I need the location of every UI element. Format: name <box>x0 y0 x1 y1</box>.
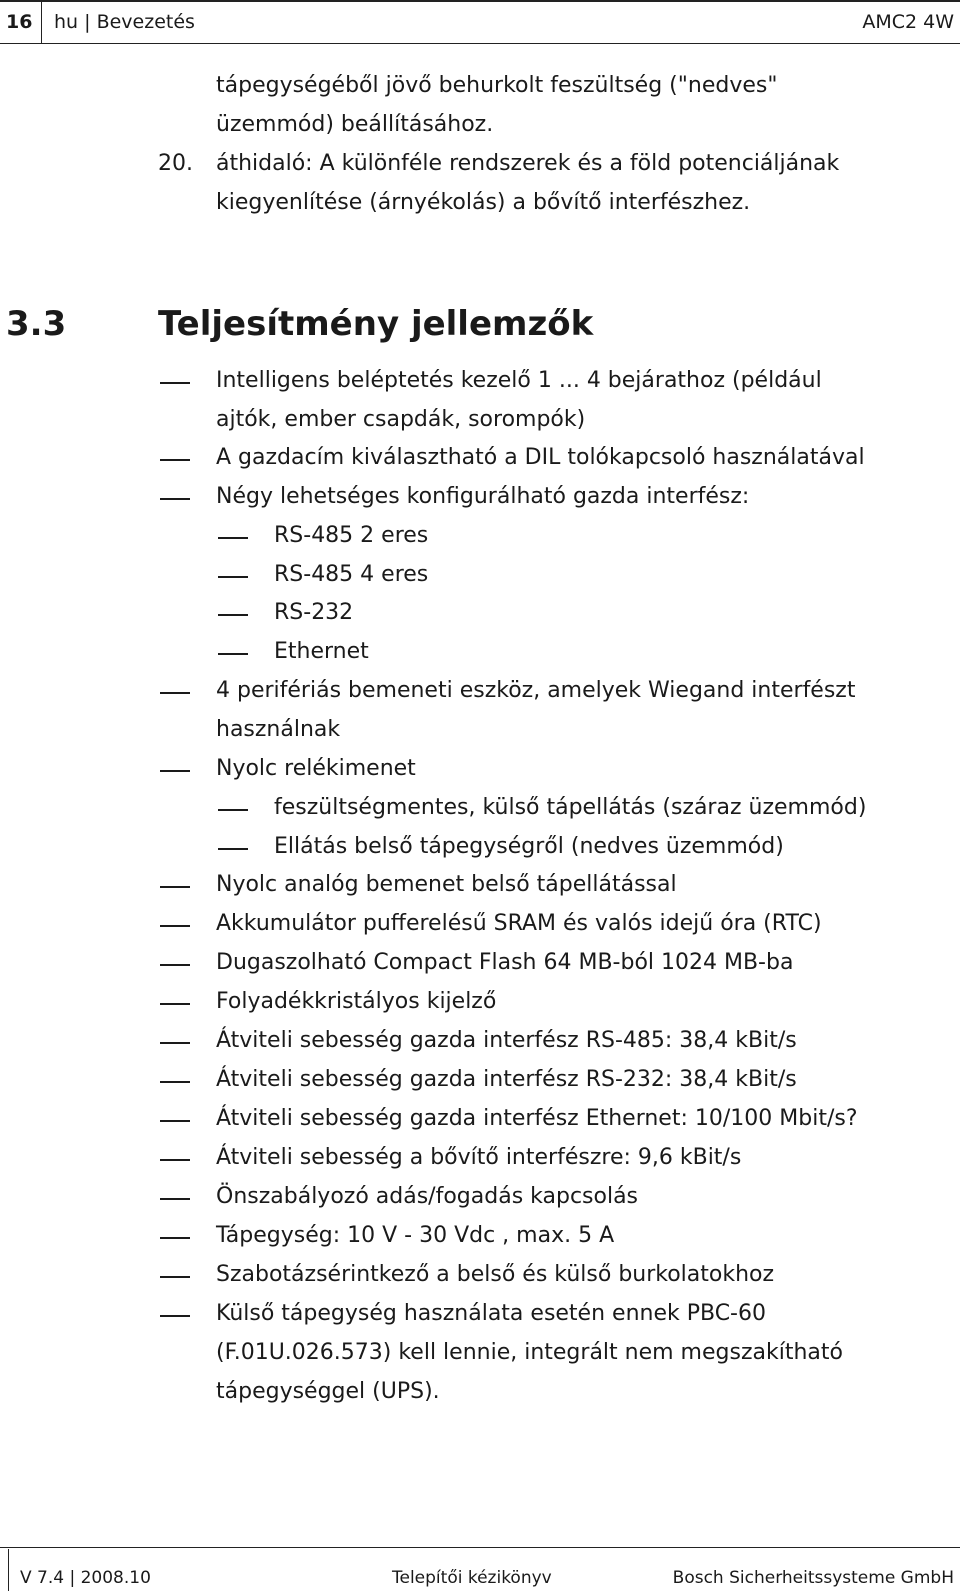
bullet-dash <box>160 1081 190 1083</box>
bullet-dash <box>160 1237 190 1239</box>
sub-bullet-text: feszültségmentes, külső tápellátás (száraz üzemmód) <box>274 795 867 820</box>
section-number: 3.3 <box>6 304 67 344</box>
bullet-dash <box>160 1276 190 1278</box>
footer-manual-title: Telepítői kézikönyv <box>392 1568 552 1588</box>
sub-bullet-text: RS-485 4 eres <box>274 562 429 587</box>
bullet-dash <box>160 459 190 461</box>
bullet-text: Dugaszolható Compact Flash 64 MB-ból 1024 MB-ba <box>216 950 794 975</box>
footer-company: Bosch Sicherheitssysteme GmbH <box>672 1568 954 1588</box>
section-title: Teljesítmény jellemzők <box>158 304 594 344</box>
bullet-text: Folyadékkristályos kijelző <box>216 989 497 1014</box>
bullet-text: Tápegység: 10 V - 30 Vdc , max. 5 A <box>216 1223 615 1248</box>
bullet-text: Átviteli sebesség gazda interfész Ethernet: 10/100 Mbit/s? <box>216 1106 858 1131</box>
header-divider <box>41 2 42 44</box>
bullet-dash <box>160 770 190 772</box>
bullet-text: Önszabályozó adás/fogadás kapcsolás <box>216 1184 639 1209</box>
sub-bullet-text: RS-232 <box>274 600 354 625</box>
list-item-text: kiegyenlítése (árnyékolás) a bővítő interfészhez. <box>216 190 751 215</box>
bullet-text: Nyolc analóg bemenet belső tápellátással <box>216 872 677 897</box>
header-section: hu | Bevezetés <box>54 11 195 33</box>
bullet-dash <box>160 886 190 888</box>
bullet-text: tápegységgel (UPS). <box>216 1379 440 1404</box>
sub-bullet-dash <box>218 653 248 655</box>
sub-bullet-text: Ethernet <box>274 639 369 664</box>
bullet-text: A gazdacím kiválasztható a DIL tolókapcsoló használatával <box>216 445 865 470</box>
bullet-dash <box>160 1042 190 1044</box>
bullet-dash <box>160 1198 190 1200</box>
bullet-text: Átviteli sebesség a bővítő interfészre: 9,6 kBit/s <box>216 1145 742 1170</box>
page-footer <box>0 1547 960 1591</box>
bullet-text: 4 perifériás bemeneti eszköz, amelyek Wiegand interfészt <box>216 678 856 703</box>
bullet-dash <box>160 1315 190 1317</box>
footer-divider <box>8 1549 9 1591</box>
bullet-text: (F.01U.026.573) kell lennie, integrált nem megszakítható <box>216 1340 843 1365</box>
bullet-text: Nyolc relékimenet <box>216 756 416 781</box>
sub-bullet-dash <box>218 614 248 616</box>
bullet-dash <box>160 925 190 927</box>
footer-version: V 7.4 | 2008.10 <box>20 1568 151 1588</box>
bullet-text: ajtók, ember csapdák, sorompók) <box>216 407 586 432</box>
bullet-dash <box>160 498 190 500</box>
bullet-dash <box>160 1120 190 1122</box>
sub-bullet-text: Ellátás belső tápegységről (nedves üzemmód) <box>274 834 784 859</box>
bullet-dash <box>160 1003 190 1005</box>
page-header <box>0 0 960 44</box>
sub-bullet-dash <box>218 576 248 578</box>
bullet-dash <box>160 964 190 966</box>
sub-bullet-dash <box>218 848 248 850</box>
bullet-text: Átviteli sebesség gazda interfész RS-485: 38,4 kBit/s <box>216 1028 797 1053</box>
sub-bullet-text: RS-485 2 eres <box>274 523 429 548</box>
bullet-text: Külső tápegység használata esetén ennek PBC-60 <box>216 1301 766 1326</box>
header-product: AMC2 4W <box>862 11 954 33</box>
continued-text-line: tápegységéből jövő behurkolt feszültség ("nedves" <box>216 73 778 98</box>
bullet-text: Intelligens beléptetés kezelő 1 ... 4 bejárathoz (például <box>216 368 822 393</box>
bullet-dash <box>160 382 190 384</box>
page-number: 16 <box>6 11 33 33</box>
sub-bullet-dash <box>218 537 248 539</box>
continued-text-line: üzemmód) beállításához. <box>216 112 494 137</box>
bullet-text: használnak <box>216 717 341 742</box>
bullet-text: Szabotázsérintkező a belső és külső burkolatokhoz <box>216 1262 775 1287</box>
bullet-dash <box>160 692 190 694</box>
list-item-text: áthidaló: A különféle rendszerek és a föld potenciáljának <box>216 151 840 176</box>
list-item-number: 20. <box>158 151 193 176</box>
bullet-dash <box>160 1159 190 1161</box>
bullet-text: Átviteli sebesség gazda interfész RS-232: 38,4 kBit/s <box>216 1067 797 1092</box>
bullet-text: Akkumulátor pufferelésű SRAM és valós idejű óra (RTC) <box>216 911 822 936</box>
bullet-text: Négy lehetséges konfigurálható gazda interfész: <box>216 484 750 509</box>
sub-bullet-dash <box>218 809 248 811</box>
